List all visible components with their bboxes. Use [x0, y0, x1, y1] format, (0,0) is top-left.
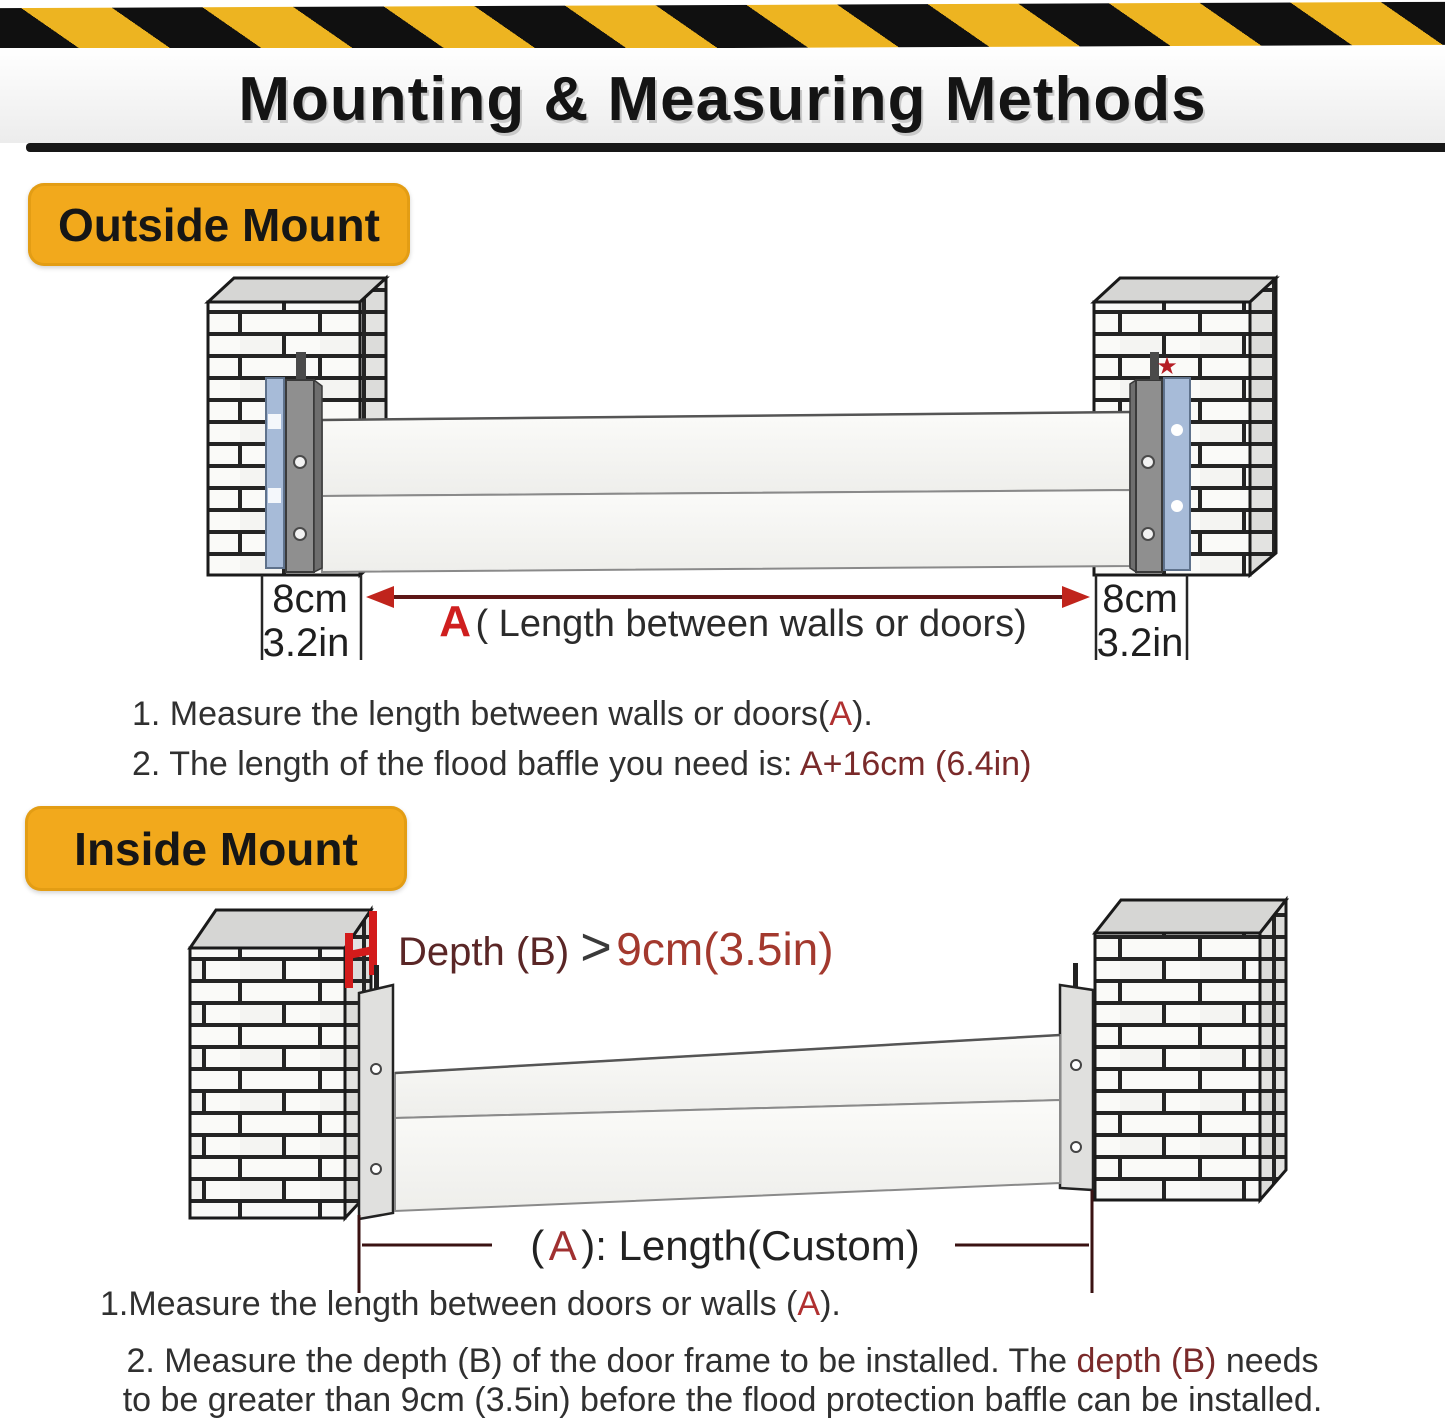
outside-mount-badge-label: Outside Mount	[58, 198, 380, 251]
flood-barrier-panels-inside	[395, 1035, 1060, 1211]
page-title: Mounting & Measuring Methods	[238, 65, 1207, 134]
outside-mount-badge	[28, 183, 410, 266]
red-star-icon: ★	[1156, 353, 1178, 380]
arrow-left-head-icon	[366, 586, 394, 608]
right-8cm-label: 8cm	[1102, 577, 1178, 621]
outside-mount-diagram	[0, 268, 1445, 670]
inside-mount-badge-label: Inside Mount	[74, 822, 358, 875]
inside-length-label: ( A ): Length(Custom)	[530, 1222, 920, 1269]
inside-left-channel	[359, 965, 393, 1219]
inside-step-2-line-2: to be greater than 9cm (3.5in) before the flood protection baffle can be installed.	[122, 1381, 1323, 1419]
length-a-label: A ( Length between walls or doors)	[439, 597, 1027, 646]
header-divider-bar	[26, 143, 1445, 152]
inside-mount-diagram	[0, 893, 1445, 1295]
flood-barrier-panels	[322, 412, 1130, 572]
left-32in-label: 3.2in	[262, 621, 350, 665]
outside-step-2: 2. The length of the flood baffle you need is: A+16cm (6.4in)	[132, 745, 1032, 783]
depth-label: Depth (B) > 9cm(3.5in)	[398, 917, 834, 977]
inside-step-1: 1.Measure the length between doors or walls (A).	[100, 1285, 841, 1323]
outside-left-bracket	[286, 380, 322, 572]
outside-right-bracket	[1130, 380, 1162, 572]
left-8cm-label: 8cm	[272, 577, 348, 621]
arrow-right-head-icon	[1062, 586, 1090, 608]
hazard-stripe-banner	[0, 2, 1445, 51]
inside-right-channel	[1060, 963, 1093, 1190]
right-32in-label: 3.2in	[1096, 621, 1184, 665]
inside-left-pillar	[190, 910, 371, 1218]
inside-mount-badge	[25, 806, 407, 891]
inside-step-2-line-1: 2. Measure the depth (B) of the door frame to be installed. The depth (B) needs	[126, 1342, 1319, 1380]
inside-right-pillar	[1095, 900, 1286, 1200]
outside-step-1: 1. Measure the length between walls or doors(A).	[132, 695, 873, 733]
